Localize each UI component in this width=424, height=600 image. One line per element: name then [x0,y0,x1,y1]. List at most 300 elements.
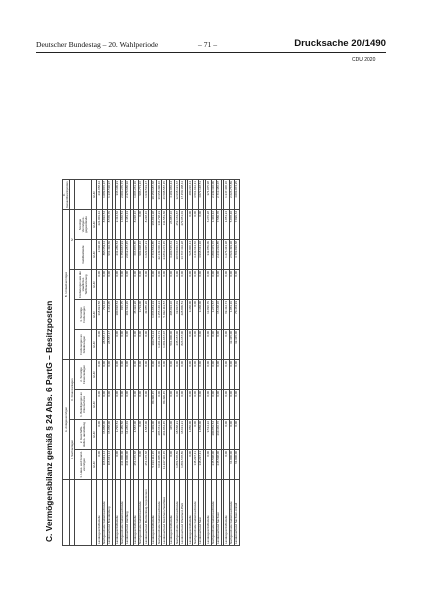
party-label: CDU 2020 [352,57,376,63]
value-cell: 221.001,42 [97,210,102,240]
value-cell: 245.508,00 [211,450,216,480]
value-cell: 10.560.816,67 [175,240,180,270]
value-cell: 148.297,41 [198,450,203,480]
row-label: Nachgeordnete Gebietsverbände [175,480,180,546]
value-cell: 4.364,05 [107,300,112,330]
value-cell: 311.581,60 [162,210,167,240]
value-cell: 4.587,00 [144,420,149,450]
value-cell: 286.661,00 [157,420,162,450]
value-cell: 14.286,01 [125,420,130,450]
value-cell: 0,00 [107,270,112,300]
value-cell: 0,00 [138,330,143,360]
value-cell: 0,00 [198,210,203,240]
column-header: 3. Sonstige Forderungen [75,300,92,330]
unit-cell: EUR [92,240,97,270]
value-cell: 0,00 [175,390,180,420]
value-cell: 0,00 [188,330,193,360]
value-cell: 0,00 [229,360,234,390]
value-cell: 26.887,16 [170,210,175,240]
value-cell: 0,00 [125,360,130,390]
value-cell: 0,00 [120,360,125,390]
value-cell: 144.738,23 [157,210,162,240]
value-cell: 0,00 [198,330,203,360]
value-cell: 279.051,03 [180,210,185,240]
value-cell: 0,00 [229,390,234,420]
value-cell: 8.816,54 [102,210,107,240]
value-cell: 4.182.066,44 [170,180,175,210]
value-cell: 200.852,54 [211,420,216,450]
row-label: Landesgeschäftsstelle [188,480,193,546]
value-cell: 4.003.074,25 [234,180,239,210]
value-cell: 3.918.641,10 [198,240,203,270]
value-cell: 0,00 [115,450,120,480]
value-cell: 251.176,68 [133,450,138,480]
value-cell: 0,00 [188,450,193,480]
value-cell: 10.150.187,68 [151,180,156,210]
value-cell: 1.666.954,33 [151,300,156,330]
value-cell: 5.193.111,15 [151,450,156,480]
value-cell: 0,00 [234,420,239,450]
value-cell: 3.591.912,41 [193,180,198,210]
value-cell: 0,00 [144,270,149,300]
column-header: Geldbestände [75,240,92,270]
value-cell: 0,00 [206,360,211,390]
row-label: Landesgeschäftsstelle [170,480,175,546]
column-header: Forderungen an Gliederungen [75,330,92,360]
unit-cell: EUR [92,210,97,240]
value-cell: 0,00 [133,330,138,360]
value-cell: 13.767.332,28 [180,240,185,270]
unit-cell: EUR [92,420,97,450]
row-label: Landesgeschäftsstelle [133,480,138,546]
value-cell: 4.587,00 [133,420,138,450]
value-cell: 0,00 [206,450,211,480]
row-label: Landesverband Saar [198,480,203,546]
value-cell: 0,00 [138,210,143,240]
value-cell: 1.629.015,21 [144,240,149,270]
value-cell: 0,00 [216,390,221,420]
value-cell: 2.523.493,30 [229,240,234,270]
value-cell: 3.733,00 [138,300,143,330]
value-cell: 0,00 [206,270,211,300]
value-cell: 0,00 [170,390,175,420]
value-cell: 0,00 [180,270,185,300]
value-cell: 12.489,50 [120,420,125,450]
value-cell: 0,00 [138,270,143,300]
value-cell: 0,00 [133,270,138,300]
value-cell: 3.360,00 [198,300,203,330]
value-cell: 13.896,79 [206,300,211,330]
value-cell: 0,00 [198,360,203,390]
value-cell: 0,00 [162,360,167,390]
value-cell: 1.966,51 [120,210,125,240]
row-label: Landesgeschäftsstelle [224,480,229,546]
value-cell: 826.157,00 [180,330,185,360]
value-cell: 0,00 [193,360,198,390]
row-label: Landesgeschäftsstelle [206,480,211,546]
value-cell: 80.490,45 [151,390,156,420]
group-header: B. Umlaufvermögen [63,210,70,360]
row-label: Landesverband Rheinland-Pfalz [180,480,185,546]
value-cell: 0,00 [188,210,193,240]
value-cell: 115.943,14 [107,450,112,480]
value-cell: 100.818,54 [115,300,120,330]
value-cell: 1.881.578,89 [180,450,185,480]
value-cell: 0,00 [97,270,102,300]
value-cell: 0,00 [144,360,149,390]
value-cell: 24.863.274,15 [162,240,167,270]
value-cell: 4.381,13 [125,210,130,240]
row-label: Landesverband Mecklenburg-Vorpommern [144,480,149,546]
value-cell: 0,00 [138,450,143,480]
row-label: Nachgeordnete Gebietsverbände [120,480,125,546]
value-cell: 1.750.967,91 [120,240,125,270]
value-cell: 4.072.148,51 [198,180,203,210]
value-cell: 0,00 [107,360,112,390]
value-cell: 1.276.343,38 [224,240,229,270]
value-cell: 0,00 [198,390,203,420]
value-cell: 2.003.279,73 [120,180,125,210]
value-cell: 903.038,16 [138,240,143,270]
value-cell: 0,00 [224,330,229,360]
value-cell: 0,00 [133,360,138,390]
value-cell: 0,00 [193,270,198,300]
value-cell: 336.109,21 [115,180,120,210]
value-cell: 45.322,20 [133,300,138,330]
group-header: C. Gesamtbesitzposten [62,181,69,208]
value-cell: 1.006.261,19 [133,180,138,210]
value-cell: 46.508.587,15 [162,180,167,210]
value-cell: 0,00 [198,270,203,300]
value-cell: 2.370.980,92 [125,180,130,210]
value-cell: 1.951,24 [224,210,229,240]
column-header: 2. Sonstige Finanzanlagen [75,360,92,390]
value-cell: 210.366,76 [216,420,221,450]
value-cell: 64.000,00 [229,450,234,480]
value-cell: 252.163,87 [175,210,180,240]
value-cell: 0,00 [211,270,216,300]
value-cell: 0,00 [125,270,130,300]
value-cell: 428.809,53 [180,300,185,330]
value-cell: 12.968.121,67 [175,180,180,210]
value-cell: 234.958,42 [97,180,102,210]
value-cell: 0,00 [170,450,175,480]
value-cell: 390.754,34 [151,330,156,360]
value-cell: 961.432,69 [107,240,112,270]
value-cell: 0,00 [180,390,185,420]
value-cell: 0,00 [120,330,125,360]
value-cell: 0,00 [193,420,198,450]
value-cell: 2.012.257,45 [125,240,130,270]
column-header: 1. Beteiligungen an Unternehmen [75,390,92,420]
value-cell: 815,75 [120,300,125,330]
value-cell: 3.155.140,24 [157,300,162,330]
row-label: Landesgeschäftsstelle [97,480,102,546]
value-cell: 1.051,19 [229,300,234,330]
row-label: Landesgeschäftsstelle [151,480,156,546]
unit-cell: EUR [92,330,97,360]
value-cell: 1.291.212,73 [157,330,162,360]
value-cell: 148.297,41 [193,450,198,480]
row-label: Landesverband Hamburg [125,480,130,546]
value-cell: 2.339.310,09 [211,180,216,210]
value-cell: 696.876,85 [133,240,138,270]
value-cell: 22.149.606,43 [157,240,162,270]
value-cell: 0,00 [211,390,216,420]
value-cell: 8.218,46 [133,210,138,240]
value-cell: 3.360,00 [188,300,193,330]
value-cell: 0,00 [151,360,156,390]
value-cell: 5.878,40 [229,210,234,240]
value-cell: 0,00 [216,330,221,360]
value-cell: 0,00 [216,270,221,300]
value-cell: 1.890.373,76 [211,240,216,270]
value-cell: 291.064,45 [162,420,167,450]
value-cell: 525.006,44 [188,240,193,270]
value-cell: 1.135.530,97 [107,180,112,210]
value-cell: 0,00 [115,390,120,420]
value-cell: 0,00 [97,450,102,480]
value-cell: 2.233.232,85 [216,240,221,270]
row-label: Nachgeordnete Gebietsverbände [138,480,143,546]
value-cell: 0,00 [234,270,239,300]
value-cell: 2.414,62 [115,210,120,240]
value-cell: 0,00 [120,390,125,420]
value-cell: 0,00 [224,450,229,480]
value-cell: 4.303,00 [151,420,156,450]
value-cell: 251.176,68 [144,450,149,480]
value-cell: 0,00 [188,390,193,420]
value-cell: 235.157,00 [175,330,180,360]
row-label: Nachgeordnete Gebietsverbände [193,480,198,546]
value-cell: 0,00 [188,270,193,300]
value-cell: 9.514,22 [206,420,211,450]
group-header: A. Anlagevermögen [63,360,70,480]
value-cell: 18.568,21 [175,420,180,450]
value-cell: 49.055,20 [144,300,149,330]
value-cell: 0,00 [97,390,102,420]
value-cell: 0,00 [120,270,125,300]
value-cell: 8.218,46 [144,210,149,240]
value-cell: 3.443.614,66 [193,240,198,270]
value-cell: 0,00 [102,360,107,390]
header-rule [36,52,386,53]
row-label: Landesverband Sachsen [216,480,221,546]
value-cell: 0,00 [175,270,180,300]
value-cell: 2.626.767,89 [229,180,234,210]
row-label: Nachgeordnete Gebietsverbände [157,480,162,546]
value-cell: 0,00 [175,360,180,390]
value-cell: 2.630,30 [97,240,102,270]
value-cell: 15.058,00 [107,420,112,450]
value-cell: 0,00 [229,420,234,450]
subgroup-header: II. Finanzanlagen [70,360,75,420]
value-cell: 0,00 [180,360,185,390]
value-cell: 0,00 [107,390,112,420]
table-row [234,180,239,546]
value-cell: 234.000,00 [120,450,125,480]
value-cell: 1.271,57 [211,300,216,330]
value-cell: 794,32 [102,300,107,330]
value-cell: 480.236,44 [188,180,193,210]
value-cell: 6.034.005,00 [157,450,162,480]
value-cell: 0,00 [193,210,198,240]
value-cell: 231.289,54 [115,240,120,270]
value-cell: 0,00 [97,360,102,390]
value-cell: 11.227.116,15 [162,450,167,480]
value-cell: 0,00 [162,270,167,300]
value-cell: 18.913,21 [180,420,185,450]
value-cell: 0,00 [157,360,162,390]
asset-balance-table [62,179,240,546]
value-cell: 0,00 [125,390,130,420]
value-cell: 0,00 [102,390,107,420]
value-cell: 0,00 [151,270,156,300]
value-cell: 70.463,93 [234,300,239,330]
value-cell: 0,00 [157,390,162,420]
value-cell: 1.850,00 [198,420,203,450]
unit-cell: EUR [92,450,97,480]
row-label: Nachgeordnete Gebietsverbände [211,480,216,546]
header-page-number: – 71 – [198,40,217,49]
value-cell: 0,00 [102,270,107,300]
value-cell: 69.412,74 [224,300,229,330]
value-cell: 0,00 [133,390,138,420]
value-cell: 0,00 [206,330,211,360]
value-cell: 0,00 [170,270,175,300]
value-cell: 0,00 [157,270,162,300]
subgroup-header: I. Sachanlagen [70,420,75,480]
column-header [75,180,92,210]
value-cell: 0,00 [125,330,130,360]
column-header: Sonstige Vermögens- gegenstände [75,210,92,240]
value-cell: 0,00 [211,330,216,360]
value-cell: 0,00 [211,360,216,390]
value-cell: 1.850,00 [188,420,193,450]
value-cell: 0,00 [224,270,229,300]
value-cell: 0,00 [224,390,229,420]
value-cell: 15.168,36 [216,300,221,330]
header-blank [75,480,92,546]
value-cell: 0,00 [193,330,198,360]
row-label: Nachgeordnete Gebietsverbände [102,480,107,546]
value-cell: 318.024,58 [97,300,102,330]
value-cell: 101.634,29 [125,300,130,330]
unit-cell: EUR [92,300,97,330]
value-cell: 7.580,70 [216,210,221,240]
value-cell: 345,00 [170,420,175,450]
value-cell: 0,00 [224,360,229,390]
unit-cell: EUR [92,180,97,210]
value-cell: 0,00 [234,390,239,420]
row-label: Landesgeschäftsstelle [115,480,120,546]
value-cell: 0,00 [144,390,149,420]
column-header: 1. Haus- und Grund- vermögen [75,450,92,480]
page-header [36,38,386,52]
value-cell: 0,00 [115,270,120,300]
value-cell: 408.994,36 [170,300,175,330]
value-cell: 17.150.188,11 [180,180,185,210]
value-cell: 28.587,17 [102,330,107,360]
value-cell: 0,00 [138,390,143,420]
value-cell: 0,00 [97,330,102,360]
row-label: Landesverband Sachsen-Anhalt [234,480,239,546]
value-cell: 2.713.386,07 [216,180,221,210]
column-header: Forderungen aus der staatlichen Teilfinanzierung [75,270,92,300]
value-cell: 32.345,00 [229,330,234,360]
unit-cell: EUR [92,270,97,300]
section-title: C. Vermögensbilanz gemäß § 24 Abs. 6 PartG – Besitzposten [44,300,54,542]
value-cell: 7.829,64 [234,210,239,240]
column-header: 2. Geschäfts- stellen- ausstattung [75,420,92,450]
unit-cell: EUR [92,360,97,390]
value-cell: 591.000,00 [170,330,175,360]
value-cell: 5.022.111,57 [162,300,167,330]
value-cell: 1.089.876,37 [102,180,107,210]
value-cell: 0,00 [115,330,120,360]
value-cell: 80.490,45 [162,390,167,420]
value-cell: 0,00 [193,300,198,330]
value-cell: 19.837,03 [175,300,180,330]
value-cell: 0,00 [229,270,234,300]
value-cell: 15.058,00 [102,420,107,450]
header-document-number: Drucksache 20/1490 [294,38,386,49]
value-cell: 0,00 [216,360,221,390]
value-cell: 6.276,28 [206,210,211,240]
value-cell: 0,00 [170,360,175,390]
value-cell: 8.570,79 [107,210,112,240]
value-cell: 1.939.533,47 [144,180,149,210]
value-cell: 245.508,00 [216,450,221,480]
value-cell: 115.943,14 [102,450,107,480]
value-cell: 166.843,38 [151,210,156,240]
value-cell: 1.796,51 [115,420,120,450]
value-cell: 342.859,09 [206,240,211,270]
value-cell: 32.345,00 [234,330,239,360]
value-cell: 0,00 [234,360,239,390]
value-cell: 1.881.578,89 [175,450,180,480]
value-cell: 0,00 [138,420,143,450]
value-cell: 1.681.967,07 [162,330,167,360]
value-cell: 0,00 [138,360,143,390]
unit-cell: EUR [92,390,97,420]
value-cell: 3.799.836,68 [234,240,239,270]
value-cell: 1.304,42 [211,210,216,240]
header-parliament: Deutscher Bundestag – 20. Wahlperiode [36,40,159,49]
value-cell: 1.347.306,36 [224,180,229,210]
value-cell: 64.000,00 [234,450,239,480]
value-cell: 0,00 [224,420,229,450]
value-cell: 3.203.515,61 [170,240,175,270]
value-cell: 234.000,00 [125,450,130,480]
value-cell: 28.587,17 [107,330,112,360]
row-label: Nachgeordnete Gebietsverbände [229,480,234,546]
value-cell: 0,00 [115,360,120,390]
value-cell: 0,00 [206,390,211,420]
value-cell: 0,00 [144,330,149,360]
header-blank [63,480,70,546]
row-label: Landesverband Nordrhein-Westfalen [162,480,167,546]
value-cell: 374.075,98 [206,180,211,210]
value-cell: 2.713.564,85 [151,240,156,270]
value-cell: 906.771,16 [138,180,143,210]
rotated-table-area [44,66,384,546]
value-cell: 36.958.390,46 [157,180,162,210]
subgroup-header: IV. [70,210,75,270]
value-cell: 0,00 [188,360,193,390]
row-label: Landesverband Brandenburg [107,480,112,546]
value-cell: 895.652,11 [102,240,107,270]
